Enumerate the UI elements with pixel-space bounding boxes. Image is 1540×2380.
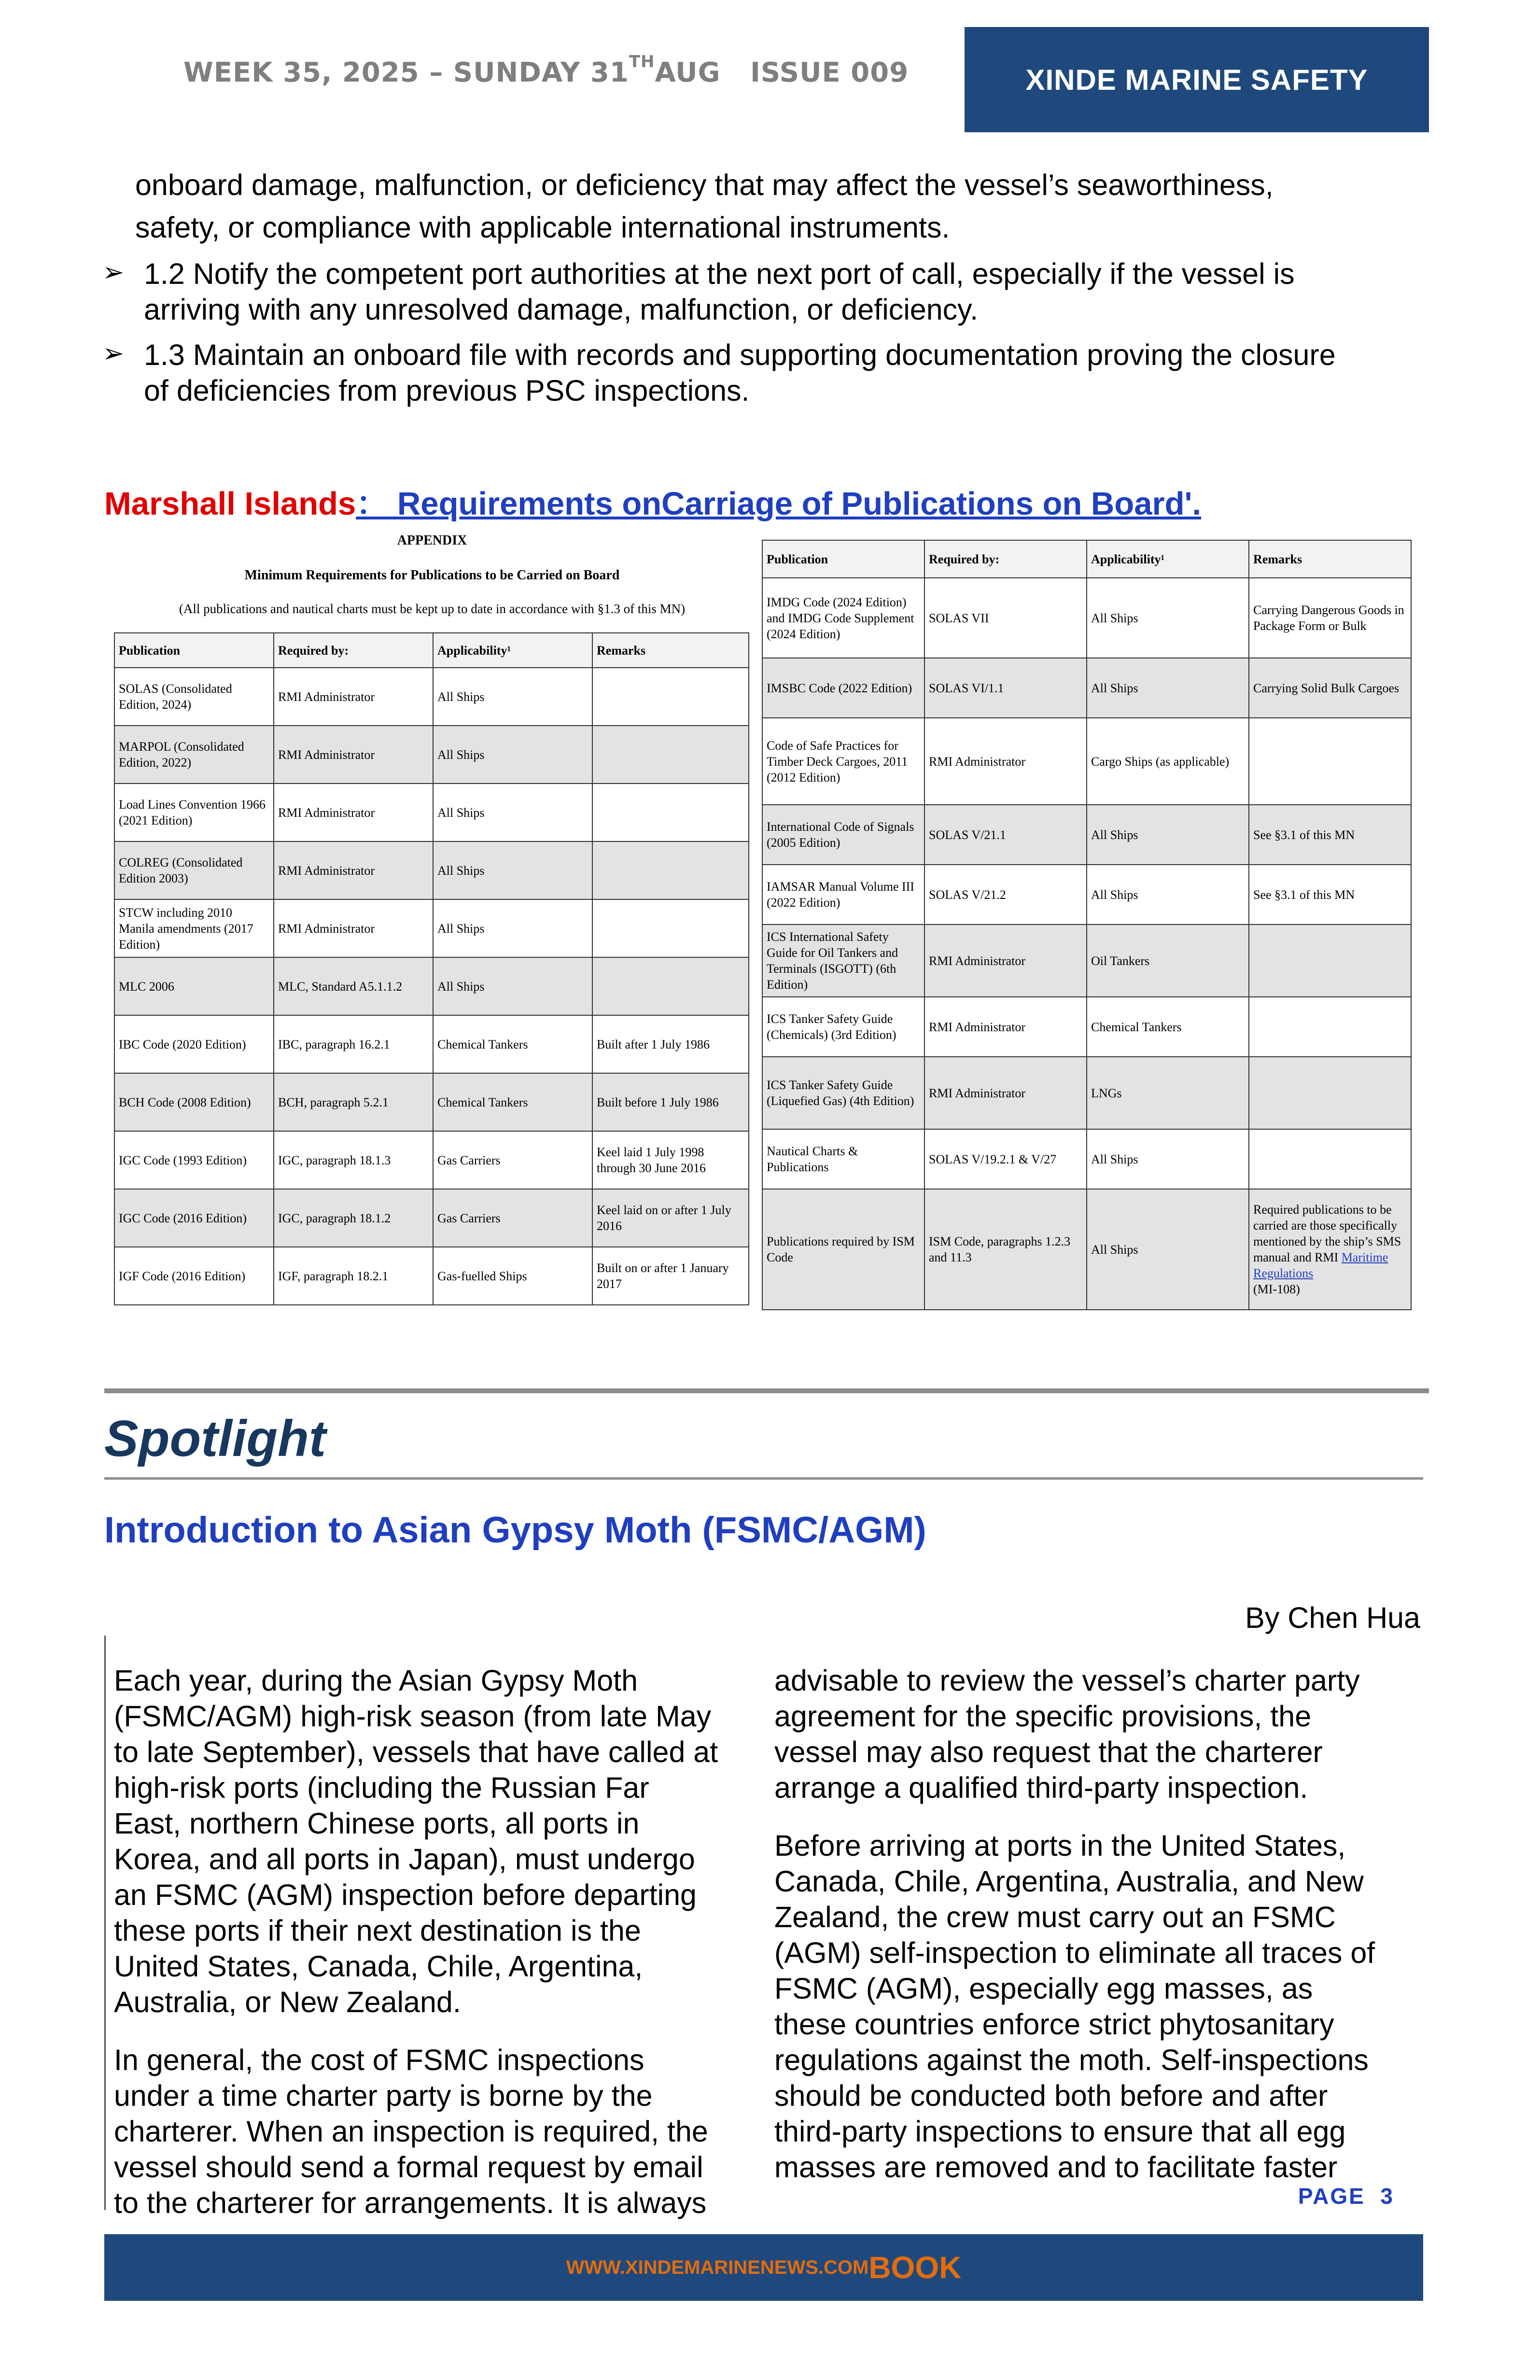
- text-line: high-risk ports (including the Russian Far: [114, 1771, 649, 1804]
- header-remarks: Remarks: [592, 633, 749, 668]
- cell-applicability: Cargo Ships (as applicable): [1087, 718, 1249, 805]
- cell-required-by: SOLAS V/21.1: [924, 805, 1087, 865]
- cell-remarks: Keel laid 1 July 1998 through 30 June 2016: [592, 1131, 749, 1189]
- cell-publication: Load Lines Convention 1966 (2021 Edition): [114, 784, 274, 841]
- cell-required-by: MLC, Standard A5.1.1.2: [274, 957, 433, 1015]
- footer-url-link[interactable]: WWW.XINDEMARINENEWS.COM: [566, 2256, 869, 2278]
- appendix-title: APPENDIX: [397, 533, 467, 548]
- table-header-row: [762, 540, 1411, 578]
- article-column-left: [114, 1663, 718, 2243]
- heading-underline: [104, 1477, 1423, 1480]
- body-line: 1.3 Maintain an onboard file with records and supporting documentation proving the closure: [144, 338, 1336, 371]
- cell-publication: IMDG Code (2024 Edition) and IMDG Code Supplement (2024 Edition): [762, 578, 924, 658]
- cell-publication: IAMSAR Manual Volume III (2022 Edition): [762, 865, 924, 924]
- page-number: PAGE 3: [1298, 2184, 1394, 2209]
- body-line: safety, or compliance with applicable international instruments.: [135, 211, 950, 244]
- text-line: East, northern Chinese ports, all ports in: [114, 1807, 640, 1840]
- cell-remarks: [1249, 718, 1411, 805]
- cell-publication: Publications required by ISM Code: [762, 1189, 924, 1310]
- text-line: charterer. When an inspection is required, the: [114, 2115, 708, 2148]
- cell-remarks: Keel laid on or after 1 July 2016: [592, 1189, 749, 1247]
- cell-applicability: All Ships: [433, 784, 592, 841]
- table-row: [114, 1073, 749, 1131]
- text-line: these ports if their next destination is the: [114, 1914, 641, 1947]
- cell-applicability: Chemical Tankers: [1087, 997, 1249, 1057]
- cell-remarks: [592, 841, 749, 899]
- brand-banner: [965, 27, 1429, 132]
- cell-required-by: RMI Administrator: [924, 997, 1087, 1057]
- cell-applicability: All Ships: [433, 668, 592, 726]
- table-row: [762, 658, 1411, 718]
- cell-publication: IGC Code (2016 Edition): [114, 1189, 274, 1247]
- cell-applicability: All Ships: [433, 726, 592, 784]
- table-row: [762, 578, 1411, 658]
- header-remarks: Remarks: [1249, 540, 1411, 578]
- arrow-bullet-icon: ➢: [102, 258, 125, 287]
- cell-remarks: Built after 1 July 1986: [592, 1015, 749, 1073]
- cell-applicability: LNGs: [1087, 1057, 1249, 1129]
- publications-table-right: [762, 540, 1412, 1310]
- table-row: [762, 924, 1411, 997]
- table-row: [114, 726, 749, 784]
- table-row: [762, 805, 1411, 865]
- cell-remarks: [1249, 924, 1411, 997]
- table-row: [114, 668, 749, 726]
- table-row: [762, 1057, 1411, 1129]
- body-line: of deficiencies from previous PSC inspections.: [144, 374, 750, 407]
- issue-header: WEEK 35, 2025 – SUNDAY 31THAUG ISSUE 009: [183, 52, 909, 88]
- table-header-row: [114, 633, 749, 668]
- text-line: to the charterer for arrangements. It is always: [114, 2186, 707, 2219]
- text-line: advisable to review the vessel’s charter party: [774, 1664, 1360, 1697]
- maritime-regulations-link[interactable]: Maritime Regulations: [1253, 1250, 1388, 1280]
- cell-publication: MLC 2006: [114, 957, 274, 1015]
- cell-publication: IMSBC Code (2022 Edition): [762, 658, 924, 718]
- cell-required-by: RMI Administrator: [274, 726, 433, 784]
- cell-publication: ICS Tanker Safety Guide (Chemicals) (3rd Edition): [762, 997, 924, 1057]
- table-row: [114, 1189, 749, 1247]
- text-line: should be conducted both before and after: [774, 2079, 1328, 2112]
- cell-applicability: Gas-fuelled Ships: [433, 1247, 592, 1305]
- cell-required-by: SOLAS VI/1.1: [924, 658, 1087, 718]
- paragraph: [774, 1663, 1375, 1806]
- table-row: [114, 899, 749, 957]
- cell-remarks: Carrying Dangerous Goods in Package Form or Bulk: [1249, 578, 1411, 658]
- cell-remarks: [592, 899, 749, 957]
- text-line: regulations against the moth. Self-inspections: [774, 2044, 1369, 2076]
- text-line: vessel may also request that the charterer: [774, 1736, 1323, 1768]
- cell-applicability: All Ships: [433, 841, 592, 899]
- cell-applicability: All Ships: [1087, 865, 1249, 924]
- cell-remarks: [592, 957, 749, 1015]
- byline: By Chen Hua: [1245, 1601, 1420, 1634]
- cell-applicability: All Ships: [1087, 658, 1249, 718]
- cell-remarks: Built before 1 July 1986: [592, 1073, 749, 1131]
- cell-applicability: Chemical Tankers: [433, 1073, 592, 1131]
- cell-remarks: [1249, 997, 1411, 1057]
- cell-applicability: All Ships: [1087, 578, 1249, 658]
- cell-remarks: Carrying Solid Bulk Cargoes: [1249, 658, 1411, 718]
- body-line: arriving with any unresolved damage, malfunction, or deficiency.: [144, 293, 979, 326]
- cell-required-by: IGC, paragraph 18.1.3: [274, 1131, 433, 1189]
- cell-applicability: All Ships: [433, 899, 592, 957]
- text-line: masses are removed and to facilitate faster: [774, 2151, 1338, 2184]
- cell-publication: Nautical Charts & Publications: [762, 1129, 924, 1189]
- cell-remarks: Built on or after 1 January 2017: [592, 1247, 749, 1305]
- cell-publication: ICS International Safety Guide for Oil Tankers and Terminals (ISGOTT) (6th Edition): [762, 924, 924, 997]
- cell-required-by: RMI Administrator: [274, 899, 433, 957]
- cell-required-by: SOLAS V/19.2.1 & V/27: [924, 1129, 1087, 1189]
- body-line: 1.2 Notify the competent port authorities at the next port of call, especially if the vessel is: [144, 257, 1295, 290]
- paragraph: [114, 1663, 718, 2020]
- cell-publication: COLREG (Consolidated Edition 2003): [114, 841, 274, 899]
- table-row: [114, 1247, 749, 1305]
- table-row: [114, 841, 749, 899]
- header-publication: Publication: [762, 540, 924, 578]
- table-row: [762, 997, 1411, 1057]
- cell-publication: ICS Tanker Safety Guide (Liquefied Gas) (4th Edition): [762, 1057, 924, 1129]
- cell-applicability: Gas Carriers: [433, 1189, 592, 1247]
- column-rule: [104, 1636, 106, 2210]
- text-line: third-party inspections to ensure that all egg: [774, 2115, 1346, 2148]
- header-publication: Publication: [114, 633, 274, 668]
- appendix-note: (All publications and nautical charts must be kept up to date in accordance with §1.3 of this MN): [179, 602, 686, 616]
- text-line: agreement for the specific provisions, the: [774, 1700, 1312, 1733]
- table-row: [762, 1129, 1411, 1189]
- cell-required-by: SOLAS VII: [924, 578, 1087, 658]
- article-title: Introduction to Asian Gypsy Moth (FSMC/AGM): [104, 1510, 926, 1551]
- text-line: Zealand, the crew must carry out an FSMC: [774, 1901, 1336, 1933]
- text-line: arrange a qualified third-party inspection.: [774, 1771, 1308, 1804]
- cell-applicability: All Ships: [1087, 805, 1249, 865]
- text-line: Before arriving at ports in the United States,: [774, 1829, 1346, 1862]
- cell-required-by: BCH, paragraph 5.2.1: [274, 1073, 433, 1131]
- cell-applicability: All Ships: [1087, 1189, 1249, 1310]
- text-line: an FSMC (AGM) inspection before departing: [114, 1878, 697, 1911]
- section-divider: [104, 1388, 1429, 1393]
- cell-publication: International Code of Signals (2005 Edition): [762, 805, 924, 865]
- header-applicability: Applicability¹: [1087, 540, 1249, 578]
- spotlight-heading: Spotlight: [104, 1410, 326, 1467]
- text-line: (FSMC/AGM) high-risk season (from late May: [114, 1700, 712, 1733]
- cell-publication: IBC Code (2020 Edition): [114, 1015, 274, 1073]
- paragraph: [114, 2042, 718, 2221]
- text-line: (AGM) self-inspection to eliminate all traces of: [774, 1936, 1375, 1969]
- text-line: under a time charter party is borne by the: [114, 2079, 653, 2112]
- cell-remarks: [592, 784, 749, 841]
- body-line: onboard damage, malfunction, or deficiency that may affect the vessel’s seaworthiness,: [135, 168, 1274, 201]
- cell-publication: Code of Safe Practices for Timber Deck Cargoes, 2011 (2012 Edition): [762, 718, 924, 805]
- cell-required-by: ISM Code, paragraphs 1.2.3 and 11.3: [924, 1189, 1087, 1310]
- cell-required-by: IGF, paragraph 18.2.1: [274, 1247, 433, 1305]
- cell-remarks: [1249, 1057, 1411, 1129]
- cell-remarks: See §3.1 of this MN: [1249, 805, 1411, 865]
- table-row: [114, 957, 749, 1015]
- table-row: [114, 1131, 749, 1189]
- cell-required-by: RMI Administrator: [924, 924, 1087, 997]
- footer-book: BOOK: [868, 2250, 962, 2285]
- text-line: Korea, and all ports in Japan), must undergo: [114, 1843, 695, 1876]
- cell-publication: IGF Code (2016 Edition): [114, 1247, 274, 1305]
- text-line: In general, the cost of FSMC inspections: [114, 2044, 644, 2076]
- cell-remarks: See §3.1 of this MN: [1249, 865, 1411, 924]
- cell-applicability: All Ships: [433, 957, 592, 1015]
- cell-remarks: [1249, 1129, 1411, 1189]
- cell-applicability: All Ships: [1087, 1129, 1249, 1189]
- section-heading-link[interactable]: ： Requirements onCarriage of Publications on Board'.: [356, 486, 1202, 522]
- appendix-subtitle: Minimum Requirements for Publications to be Carried on Board: [244, 568, 620, 583]
- footer-bar: [104, 2234, 1423, 2301]
- article-column-right: [774, 1663, 1375, 2207]
- section-heading: Marshall Islands： Requirements onCarriage of Publications on Board'.: [104, 486, 1202, 522]
- arrow-bullet-icon: ➢: [102, 339, 125, 368]
- cell-publication: BCH Code (2008 Edition): [114, 1073, 274, 1131]
- text-line: vessel should send a formal request by email: [114, 2151, 703, 2184]
- cell-required-by: RMI Administrator: [274, 668, 433, 726]
- text-line: Each year, during the Asian Gypsy Moth: [114, 1664, 638, 1697]
- cell-publication: IGC Code (1993 Edition): [114, 1131, 274, 1189]
- cell-publication: SOLAS (Consolidated Edition, 2024): [114, 668, 274, 726]
- header-required-by: Required by:: [924, 540, 1087, 578]
- cell-remarks: Required publications to be carried are those specifically mentioned by the ship’s SMS manual and RMI Maritime Regulations (MI-108): [1249, 1189, 1411, 1310]
- table-row: [114, 784, 749, 841]
- header-required-by: Required by:: [274, 633, 433, 668]
- cell-required-by: IBC, paragraph 16.2.1: [274, 1015, 433, 1073]
- text-line: FSMC (AGM), especially egg masses, as: [774, 1972, 1313, 2005]
- cell-applicability: Oil Tankers: [1087, 924, 1249, 997]
- publications-table-left: [114, 632, 749, 1305]
- table-row: [762, 865, 1411, 924]
- text-line: Canada, Chile, Argentina, Australia, and New: [774, 1865, 1364, 1898]
- cell-required-by: RMI Administrator: [274, 784, 433, 841]
- cell-publication: MARPOL (Consolidated Edition, 2022): [114, 726, 274, 784]
- table-row: [762, 1189, 1411, 1310]
- cell-remarks: [592, 726, 749, 784]
- cell-required-by: RMI Administrator: [274, 841, 433, 899]
- cell-remarks: [592, 668, 749, 726]
- table-row: [114, 1015, 749, 1073]
- cell-required-by: RMI Administrator: [924, 1057, 1087, 1129]
- brand-name: XINDE MARINE SAFETY: [1025, 63, 1368, 96]
- text-line: to late September), vessels that have called at: [114, 1736, 718, 1768]
- cell-publication: STCW including 2010 Manila amendments (2017 Edition): [114, 899, 274, 957]
- paragraph: [774, 1828, 1375, 2185]
- text-line: these countries enforce strict phytosanitary: [774, 2008, 1334, 2041]
- cell-required-by: SOLAS V/21.2: [924, 865, 1087, 924]
- table-row: [762, 718, 1411, 805]
- text-line: United States, Canada, Chile, Argentina,: [114, 1950, 643, 1983]
- remarks-tail: (MI-108): [1253, 1282, 1300, 1296]
- cell-applicability: Chemical Tankers: [433, 1015, 592, 1073]
- header-applicability: Applicability¹: [433, 633, 592, 668]
- text-line: Australia, or New Zealand.: [114, 1986, 461, 2018]
- cell-applicability: Gas Carriers: [433, 1131, 592, 1189]
- cell-required-by: RMI Administrator: [924, 718, 1087, 805]
- cell-required-by: IGC, paragraph 18.1.2: [274, 1189, 433, 1247]
